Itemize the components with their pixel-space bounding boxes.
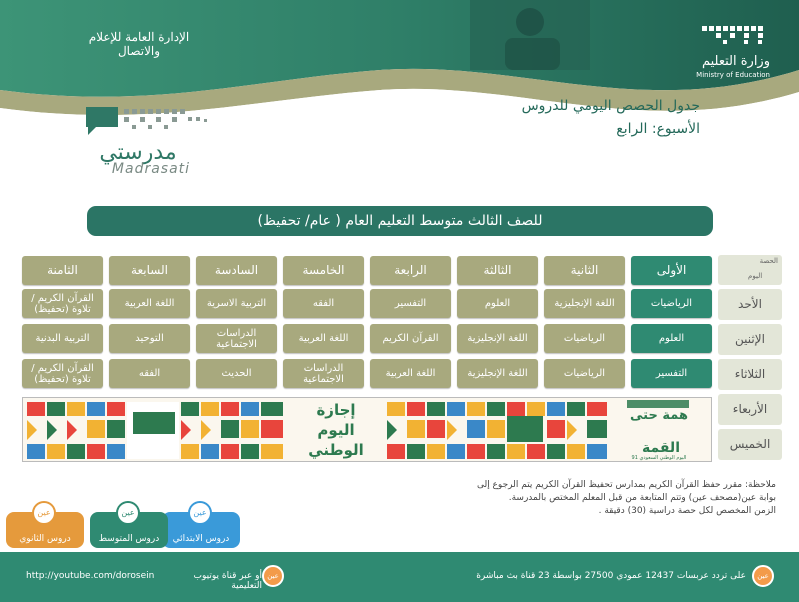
lesson-cell[interactable]: الدراسات الاجتماعية [283,359,364,388]
holiday-title-line: إجازة [316,401,356,419]
period-header: الرابعة [370,256,451,285]
lesson-cell[interactable]: اللغة العربية [283,324,364,353]
badge-label: دروس المتوسط [98,534,160,544]
ministry-name-en: Ministry of Education [696,71,770,79]
footer [0,552,799,602]
class-banner: للصف الثالث متوسط التعليم العام ( عام/ تحفيظ) [87,206,713,236]
holiday-slogan-2: القمة [641,440,680,456]
lesson-cell[interactable]: التوحيد [109,324,190,353]
period-header: السابعة [109,256,190,285]
period-header: الخامسة [283,256,364,285]
page-title: جدول الحصص اليومي للدروس [521,98,700,114]
header [0,0,799,200]
lesson-cell[interactable]: الرياضيات [544,359,625,388]
madrasati-name-ar: مدرستي [99,140,177,165]
ministry-logo-icon [700,22,772,50]
day-label: الإثنين [718,324,782,355]
youtube-link[interactable]: http://youtube.com/dorosein [26,571,155,581]
day-label: الأربعاء [718,394,782,425]
lesson-cell[interactable]: اللغة الإنجليزية [457,324,538,353]
lesson-cell[interactable]: العلوم [631,324,712,353]
period-header: السادسة [196,256,277,285]
note-line: الزمن المخصص لكل حصة دراسية (30) دقيقة . [598,506,776,516]
youtube-ein-logo-icon: عين [262,565,284,587]
day-label: الأحد [718,289,782,320]
youtube-label: أو عبر قناة يوتيوب التعليمية [193,571,262,591]
gov-label: الإدارة العامة للإعلام والاتصال [88,30,190,58]
lesson-cell[interactable]: التفسير [370,289,451,318]
lesson-cell[interactable]: اللغة العربية [109,289,190,318]
satellite-info: على تردد عربسات 12437 عمودي 27500 بواسطة 23 قناة بث مباشرة [476,571,746,581]
week-label: الأسبوع: الرابع [616,121,700,137]
lesson-cell[interactable]: القرآن الكريم [370,324,451,353]
holiday-title [291,400,381,460]
lesson-cell[interactable]: اللغة الإنجليزية [457,359,538,388]
corner-day-label: اليوم [748,272,763,280]
grid-corner [718,255,782,285]
secondary-lessons-button[interactable] [6,508,84,548]
lesson-cell[interactable]: اللغة العربية [370,359,451,388]
period-header: الثانية [544,256,625,285]
note [436,479,776,518]
day-label: الثلاثاء [718,359,782,390]
lesson-cell[interactable]: الحديث [196,359,277,388]
holiday-title-line: الوطني [308,441,364,459]
madrasati-logo-icon [84,105,214,141]
lesson-cell[interactable]: التربية البدنية [22,324,103,353]
day-label: الخميس [718,429,782,460]
lesson-cell[interactable]: العلوم [457,289,538,318]
ministry-name-ar: وزارة التعليم [701,54,770,69]
lesson-cell[interactable]: الدراسات الاجتماعية [196,324,277,353]
badge-label: دروس الابتدائي [172,534,230,544]
lesson-cell[interactable]: التفسير [631,359,712,388]
ein-logo-icon: عين [188,501,212,525]
lesson-cell[interactable]: الفقه [109,359,190,388]
lesson-cell[interactable]: الرياضيات [544,324,625,353]
holiday-slogan: همة حتى [630,408,688,423]
note-line: بوابة عين(مصحف عين) وتتم المتابعة من قبل المعلم المختص بالمدرسة. [508,493,776,503]
ein-logo-icon: عين [116,501,140,525]
lesson-cell[interactable]: الرياضيات [631,289,712,318]
note-line: ملاحظة: مقرر حفظ القرآن الكريم بمدارس تحفيظ القرآن الكريم يتم الرجوع إلى [476,480,776,490]
lesson-cell[interactable]: القرآن الكريم / تلاوة (تحفيظ) [22,359,103,388]
ein-logo-icon: عين [32,501,56,525]
lesson-cell[interactable]: التربية الاسرية [196,289,277,318]
lesson-cell[interactable]: الفقه [283,289,364,318]
holiday-subtitle: اليوم الوطني السعودي 91 [631,455,687,461]
period-header: الثامنة [22,256,103,285]
period-header: الأولى [631,256,712,285]
lesson-cell[interactable]: القرآن الكريم / تلاوة (تحفيظ) [22,289,103,318]
intermediate-lessons-button[interactable] [90,508,168,548]
period-header: الثالثة [457,256,538,285]
lesson-cell[interactable]: اللغة الإنجليزية [544,289,625,318]
ein-channel-logo-icon: عين [752,565,774,587]
badge-label: دروس الثانوي [19,534,71,544]
corner-period-label: الحصة [759,257,778,265]
holiday-title-line: اليوم [317,421,355,439]
madrasati-name-en: Madrasati [111,161,191,177]
national-day-holiday-banner [22,397,712,462]
elementary-lessons-button[interactable] [162,508,240,548]
